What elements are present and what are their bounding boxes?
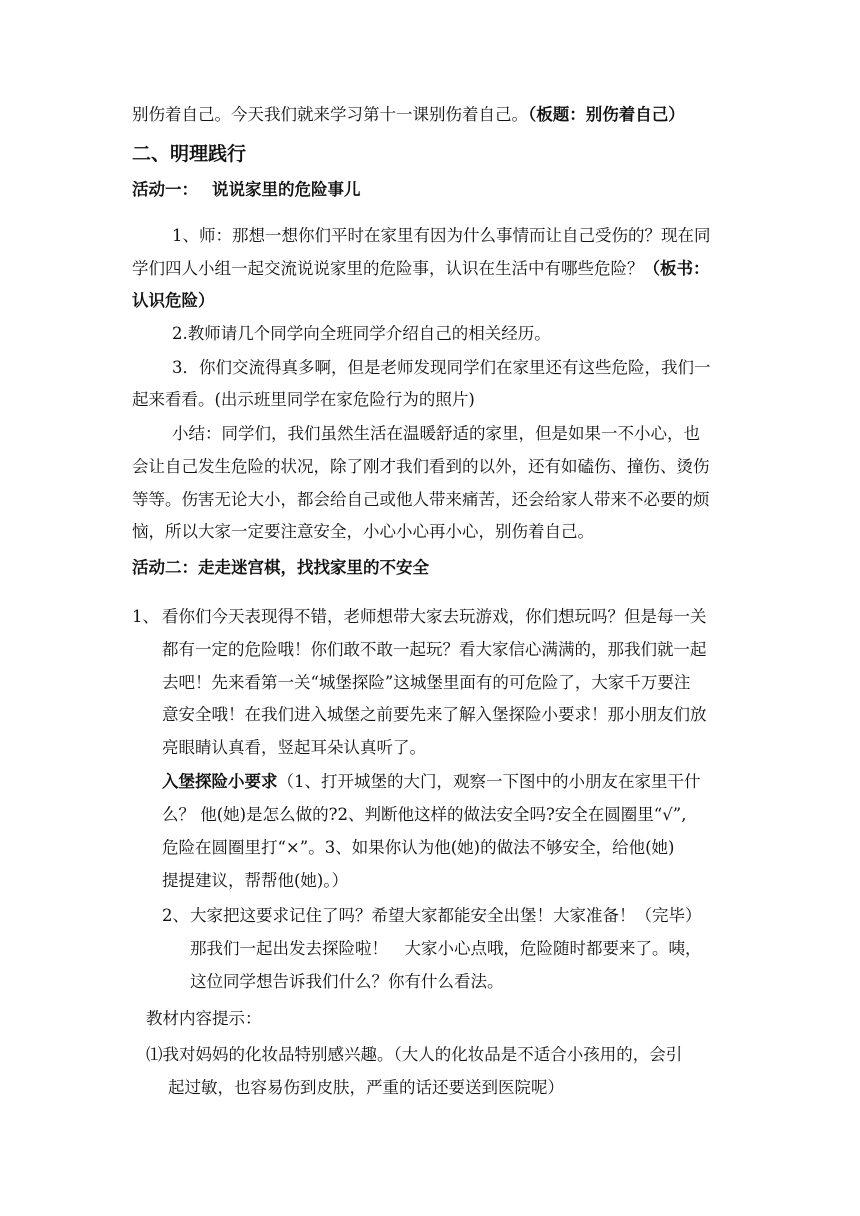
section-title: 二、明理践行: [132, 143, 247, 165]
item1-number: 1、: [132, 607, 159, 626]
activity1-paragraph-3-line-2: 起来看看。(出示班里同学在家危险行为的照片): [132, 390, 475, 409]
intro-text: 别伤着自己。今天我们就来学习第十一课别伤着自己。: [132, 105, 528, 124]
paragraph-text: 学们四人小组一起交流说说家里的危险事，认识在生活中有哪些危险？: [132, 259, 644, 278]
item1-line-3: 去吧！先来看第一关“城堡探险”这城堡里面有的可危险了，大家千万要注: [162, 673, 691, 692]
requirements-line-3: 危险在圆圈里打“×”。3、如果你认为他(她)的做法不够安全，给他(她): [162, 838, 675, 857]
summary-line-1: 小结：同学们，我们虽然生活在温暖舒适的家里，但是如果一不小心，也: [172, 424, 700, 443]
requirements-label: 入堡探险小要求: [162, 772, 278, 791]
item1-line-5: 亮眼睛认真看，竖起耳朵认真听了。: [162, 738, 426, 757]
item2-line-3: 这位同学想告诉我们什么？你有什么看法。: [190, 972, 504, 991]
item2-line-1: 大家把这要求记住了吗？希望大家都能安全出堡！大家准备！（完毕）: [190, 906, 702, 925]
requirements-line-2: 么？ 他(她)是怎么做的?2、判断他这样的做法安全吗?安全在圆圈里“√”,: [162, 805, 687, 824]
summary-line-3: 等等。伤害无论大小，都会给自己或他人带来痛苦，还会给家人带来不必要的烦: [132, 490, 710, 509]
item1-line-2: 都有一定的危险哦！你们敢不敢一起玩？看大家信心满满的，那我们就一起: [162, 640, 707, 659]
requirements-line-4: 提提建议，帮帮他(她)。）: [162, 871, 349, 890]
item1-line-4: 意安全哦！在我们进入城堡之前要先来了解入堡探险小要求！那小朋友们放: [162, 705, 707, 724]
item2-number: 2、: [162, 906, 189, 925]
activity1-paragraph-2: 2.教师请几个同学向全班同学介绍自己的相关经历。: [172, 324, 551, 343]
activity1-paragraph-1-line-2: [132, 258, 710, 280]
hint-1-line-2: 起过敏，也容易伤到皮肤，严重的话还要送到医院呢）: [168, 1078, 564, 1097]
requirements-line-1: [162, 771, 701, 793]
item1-line-1: 看你们今天表现得不错，老师想带大家去玩游戏，你们想玩吗？但是每一关: [162, 607, 707, 626]
summary-line-4: 恼，所以大家一定要注意安全，小心小心再小心，别伤着自己。: [132, 522, 594, 541]
hint-1-line-1: ⑴我对妈妈的化妆品特别感兴趣。（大人的化妆品是不适合小孩用的，会引: [146, 1045, 683, 1064]
board-note-continued: 认识危险）: [132, 291, 215, 310]
item2-line-2: 那我们一起出发去探险啦！ 大家小心点哦，危险随时都要来了。咦，: [190, 939, 702, 958]
activity1-title: 活动一： 说说家里的危险事儿: [132, 180, 361, 199]
board-title: （板题：别伤着自己）: [528, 105, 685, 124]
activity1-paragraph-3: 3．你们交流得真多啊，但是老师发现同学们在家里还有这些危险，我们一: [172, 358, 711, 377]
hint-title: 教材内容提示：: [146, 1009, 262, 1028]
summary-line-2: 会让自己发生危险的状况，除了刚才我们看到的以外，还有如磕伤、撞伤、烫伤: [132, 457, 710, 476]
activity2-title: 活动二：走走迷宫棋，找找家里的不安全: [132, 558, 429, 577]
board-note: （板书：: [643, 259, 710, 278]
intro-line-1: [132, 104, 685, 126]
requirements-text: （1、打开城堡的大门，观察一下图中的小朋友在家里干什: [277, 772, 701, 791]
activity1-paragraph-1: 1、师：那想一想你们平时在家里有因为什么事情而让自己受伤的？现在同: [172, 226, 711, 245]
